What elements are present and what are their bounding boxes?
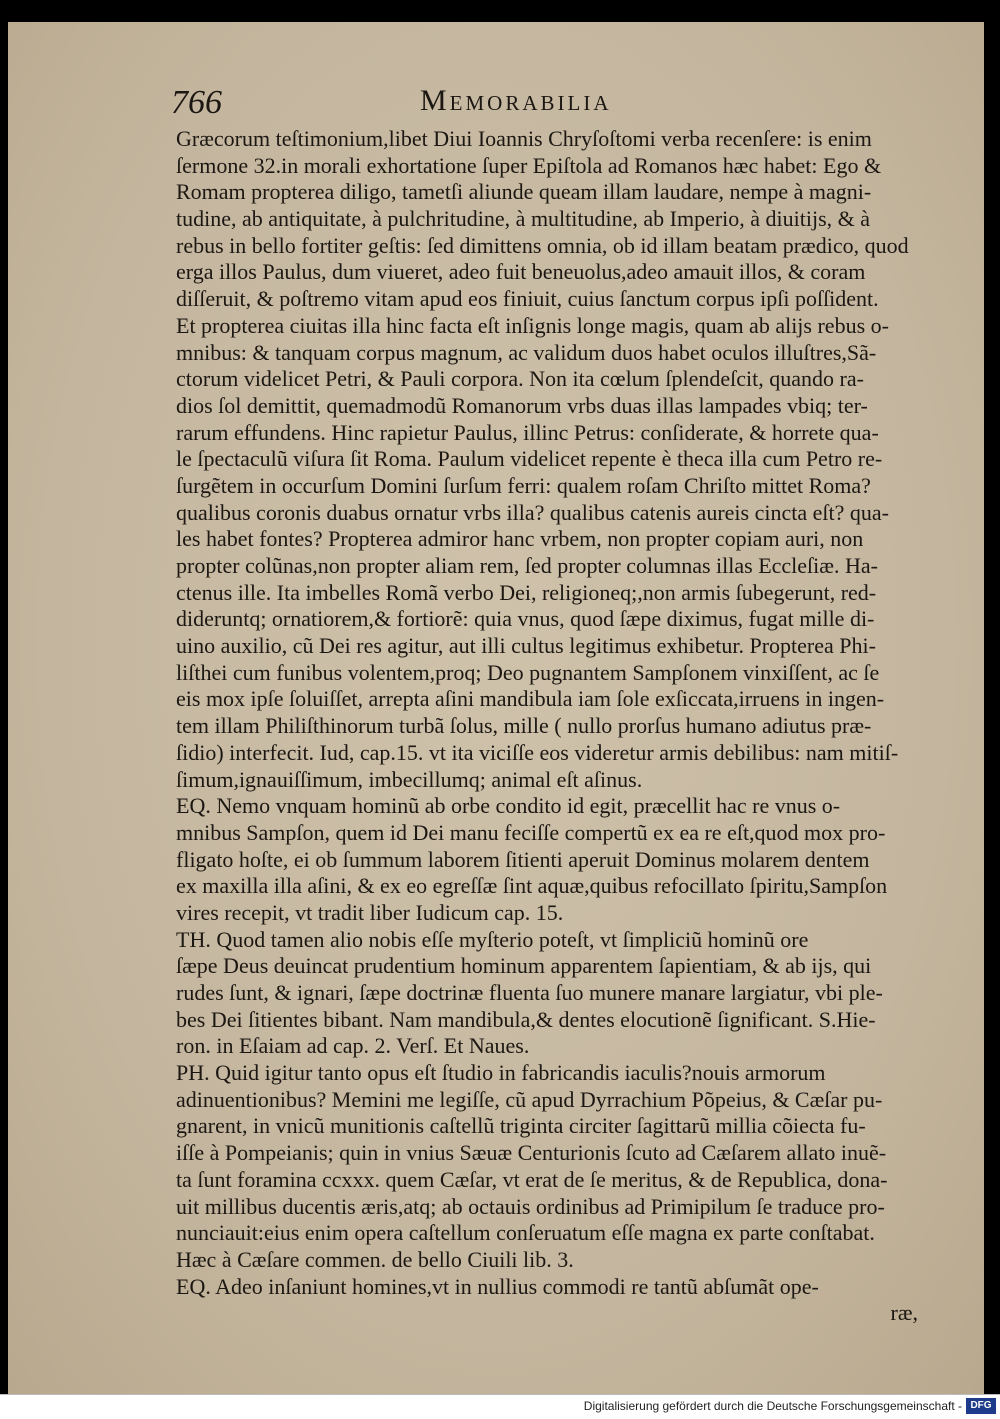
text-line: dios ſol demittit, quemadmodũ Romanorum vrbs duas illas lampades vbiq; ter-	[176, 392, 868, 418]
text-line: tudine, ab antiquitate, à pulchritudine, à multitudine, ab Imperio, à diuitijs, & à	[176, 206, 871, 232]
text-line: tem illam Philiſthinorum turbã ſolus, mille ( nullo prorſus humano adiutus præ-	[176, 713, 872, 739]
text-line: ſidio) interfecit. Iud, cap.15. vt ita viciſſe eos videretur armis debilibus: nam mitiſ-	[176, 739, 899, 765]
text-line: Romam propterea diligo, tametſi aliunde queam illam laudare, nempe à magni-	[176, 179, 872, 205]
text-line: eis mox ipſe ſoluiſſet, arrepta aſini mandibula iam ſole exſiccata,irruens in ingen-	[176, 686, 885, 712]
text-line: erga illos Paulus, dum viueret, adeo fuit beneuolus,adeo amauit illos, & coram	[176, 259, 866, 285]
text-line: rebus in bello fortiter geſtis: ſed dimittens omnia, ob id illam beatam prædico, quod	[176, 232, 909, 258]
text-line: Hæc à Cæſare commen. de bello Ciuili lib. 3.	[176, 1246, 574, 1272]
text-line: ræ,	[890, 1300, 918, 1326]
text-line: propter colũnas,non propter aliam rem, ſed propter columnas illas Eccleſiæ. Ha-	[176, 553, 878, 578]
page-number: 766	[171, 84, 222, 121]
text-line: EQ. Nemo vnquam hominũ ab orbe condito id egit, præcellit hac re vnus o-	[176, 793, 841, 819]
text-line: ctenus ille. Ita imbelles Romã verbo Dei, religioneq;,non armis ſubegerunt, red-	[176, 579, 877, 605]
text-line: ctorum videlicet Petri, & Pauli corpora. Non ita cœlum ſplendeſcit, quando ra-	[176, 366, 864, 392]
text-line: adinuentionibus? Memini me legiſſe, cũ apud Dyrrachium Põpeius, & Cæſar pu-	[176, 1086, 883, 1112]
text-line: uino auxilio, cũ Dei res agitur, aut illi cultus legitimus exhibetur. Propterea Phi-	[176, 633, 876, 659]
text-line: ron. in Eſaiam ad cap. 2. Verſ. Et Naues.	[176, 1033, 530, 1059]
book-page	[8, 22, 984, 1395]
text-line: vires recepit, vt tradit liber Iudicum cap. 15.	[176, 899, 564, 925]
text-line: TH. Quod tamen alio nobis eſſe myſterio poteſt, vt ſimpliciũ hominũ ore	[176, 926, 809, 952]
page-header	[8, 84, 984, 124]
text-line: gnarent, in vnicũ munitionis caſtellũ triginta circiter ſagittarũ millia cõiecta fu-	[176, 1113, 866, 1139]
text-line: dideruntq; ornatiorem,& fortiorẽ: quia vnus, quod ſæpe diximus, fugat mille di-	[176, 606, 875, 632]
text-line: fligato hoſte, ei ob ſummum laborem ſitienti aperuit Dominus molarem dentem	[176, 846, 870, 872]
text-line: ta ſunt foramina ccxxx. quem Cæſar, vt erat de ſe meritus, & de Republica, dona-	[176, 1166, 888, 1192]
running-head: Memorabilia	[420, 84, 612, 117]
text-line: Græcorum teſtimonium,libet Diui Ioannis Chryſoſtomi verba recenſere: is enim	[176, 126, 872, 151]
text-line: PH. Quid igitur tanto opus eſt ſtudio in fabricandis iaculis?nouis armorum	[176, 1060, 826, 1086]
funding-credit: Digitalisierung gefördert durch die Deutsche Forschungsgemeinschaft -	[583, 1399, 962, 1413]
text-line: nunciauit:eius enim opera caſtellum conſeruatum eſſe magna ex parte conſtabat.	[176, 1220, 875, 1246]
text-line: uit millibus ducentis æris,atq; ab octauis ordinibus ad Primipilum ſe traduce pro-	[176, 1193, 885, 1219]
text-line: ſimum,ignauiſſimum, imbecillumq; animal eſt aſinus.	[176, 766, 643, 792]
text-line: qualibus coronis duabus ornatur vrbs illa? qualibus catenis aureis cincta eſt? qua-	[176, 499, 889, 525]
text-line: EQ. Adeo inſaniunt homines,vt in nullius commodi re tantũ abſumãt ope-	[176, 1273, 819, 1299]
text-line: bes Dei ſitientes bibant. Nam mandibula,& dentes elocutionẽ ſignificant. S.Hie-	[176, 1006, 876, 1032]
text-line: les habet fontes? Propterea admiror hanc vrbem, non propter copiam auri, non	[176, 526, 864, 552]
digitization-footer	[0, 1394, 1000, 1419]
body-text	[176, 126, 922, 1327]
text-line: mnibus Sampſon, quem id Dei manu feciſſe compertũ ex ea re eſt,quod mox pro-	[176, 819, 886, 845]
text-line: diſſeruit, & poſtremo vitam apud eos finiuit, cuius ſanctum corpus ipſi poſſident.	[176, 286, 879, 312]
text-line: rarum effundens. Hinc rapietur Paulus, illinc Petrus: conſiderate, & horrete qua-	[176, 419, 879, 445]
text-line: ſermone 32.in morali exhortatione ſuper Epiſtola ad Romanos hæc habet: Ego &	[176, 152, 882, 178]
text-line: Et propterea ciuitas illa hinc facta eſt inſignis longe magis, quam ab alijs rebus o-	[176, 312, 889, 338]
text-line: ſurgẽtem in occurſum Domini ſurſum ferri: qualem roſam Chriſto mittet Roma?	[176, 472, 871, 498]
text-line: mnibus: & tanquam corpus magnum, ac validum duos habet oculos illuſtres,Sã-	[176, 339, 877, 365]
text-line: le ſpectaculũ viſura ſit Roma. Paulum videlicet repente è theca illa cum Petro re-	[176, 446, 883, 472]
text-line: ſæpe Deus deuincat prudentium hominum apparentem ſapientiam, & ab ijs, qui	[176, 953, 872, 979]
dfg-logo: DFG	[966, 1398, 996, 1414]
text-line: liſthei cum funibus volentem,proq; Deo pugnantem Sampſonem vinxiſſent, ac ſe	[176, 659, 880, 685]
text-line: rudes ſunt, & ignari, ſæpe doctrinæ fluenta ſuo munere manare largiatur, vbi ple-	[176, 980, 883, 1005]
text-line: ex maxilla illa aſini, & ex eo egreſſæ ſint aquæ,quibus refocillato ſpiritu,Sampſon	[176, 873, 888, 899]
text-line: iſſe à Pompeianis; quin in vnius Sæuæ Centurionis ſcuto ad Cæſarem allato inuẽ-	[176, 1140, 887, 1166]
